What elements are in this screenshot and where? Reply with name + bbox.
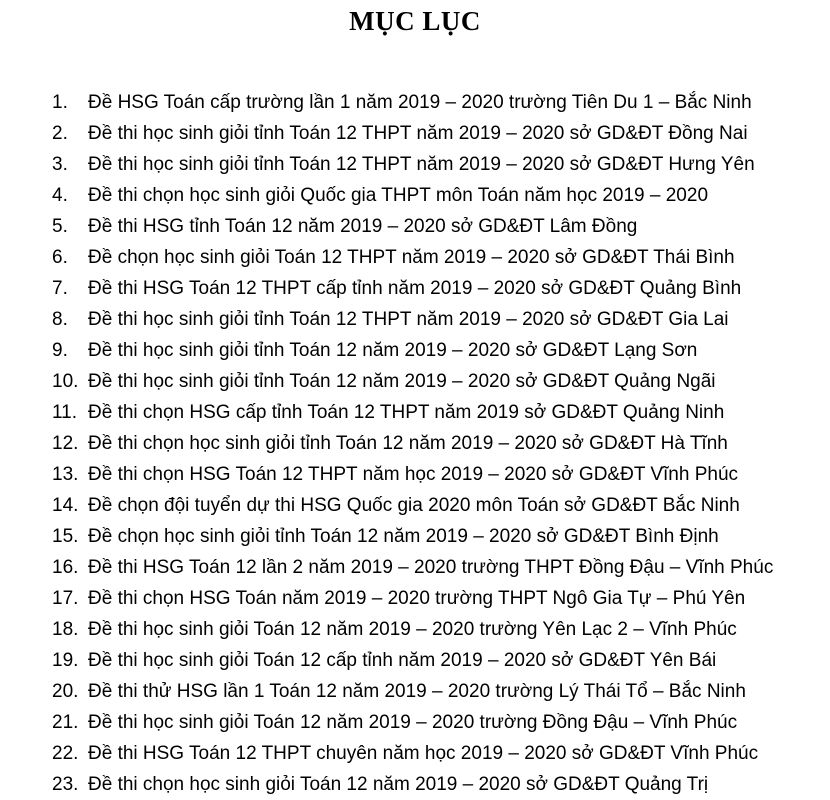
toc-item[interactable]: [0, 552, 830, 583]
toc-item[interactable]: [0, 273, 830, 304]
toc-item-text: Đề thi chọn học sinh giỏi Toán 12 năm 2019 – 2020 sở GD&ĐT Quảng Trị: [88, 774, 709, 795]
toc-item[interactable]: [0, 149, 830, 180]
toc-item-number: 14.: [52, 495, 79, 516]
toc-item-text: Đề thi học sinh giỏi Toán 12 cấp tỉnh năm 2019 – 2020 sở GD&ĐT Yên Bái: [88, 650, 717, 671]
toc-item[interactable]: [0, 707, 830, 738]
toc-item-number: 1.: [52, 92, 68, 113]
toc-item[interactable]: [0, 304, 830, 335]
toc-item-number: 18.: [52, 619, 79, 640]
toc-item-number: 12.: [52, 433, 79, 454]
toc-item-number: 13.: [52, 464, 79, 485]
toc-item[interactable]: [0, 645, 830, 676]
toc-item[interactable]: [0, 397, 830, 428]
toc-item-text: Đề thi chọn HSG Toán năm 2019 – 2020 trường THPT Ngô Gia Tự – Phú Yên: [88, 588, 746, 609]
toc-item[interactable]: [0, 459, 830, 490]
toc-item-number: 7.: [52, 278, 68, 299]
toc-item-text: Đề thi HSG Toán 12 THPT chuyên năm học 2019 – 2020 sở GD&ĐT Vĩnh Phúc: [88, 743, 759, 764]
toc-item[interactable]: [0, 428, 830, 459]
table-of-contents: [0, 87, 830, 800]
toc-item-number: 20.: [52, 681, 79, 702]
toc-item[interactable]: [0, 335, 830, 366]
toc-item-number: 15.: [52, 526, 79, 547]
toc-item[interactable]: [0, 738, 830, 769]
toc-item-text: Đề thi HSG Toán 12 lần 2 năm 2019 – 2020 trường THPT Đồng Đậu – Vĩnh Phúc: [88, 557, 774, 578]
toc-item[interactable]: [0, 521, 830, 552]
toc-item-text: Đề thi HSG tỉnh Toán 12 năm 2019 – 2020 sở GD&ĐT Lâm Đồng: [88, 216, 638, 237]
toc-item-number: 17.: [52, 588, 79, 609]
toc-item-text: Đề HSG Toán cấp trường lần 1 năm 2019 – 2020 trường Tiên Du 1 – Bắc Ninh: [88, 92, 752, 113]
toc-item-number: 11.: [52, 402, 78, 423]
toc-item-number: 6.: [52, 247, 68, 268]
toc-item[interactable]: [0, 676, 830, 707]
toc-item-number: 8.: [52, 309, 68, 330]
toc-item-text: Đề thi chọn HSG cấp tỉnh Toán 12 THPT năm 2019 sở GD&ĐT Quảng Ninh: [88, 402, 725, 423]
toc-item[interactable]: [0, 180, 830, 211]
toc-item-text: Đề thi học sinh giỏi Toán 12 năm 2019 – 2020 trường Yên Lạc 2 – Vĩnh Phúc: [88, 619, 737, 640]
toc-item-text: Đề thi học sinh giỏi tỉnh Toán 12 năm 2019 – 2020 sở GD&ĐT Lạng Sơn: [88, 340, 698, 361]
toc-item-text: Đề thi thử HSG lần 1 Toán 12 năm 2019 – 2020 trường Lý Thái Tổ – Bắc Ninh: [88, 681, 746, 702]
toc-item-number: 5.: [52, 216, 68, 237]
toc-item-text: Đề thi học sinh giỏi tỉnh Toán 12 THPT năm 2019 – 2020 sở GD&ĐT Đồng Nai: [88, 123, 748, 144]
toc-item-text: Đề thi chọn học sinh giỏi Quốc gia THPT môn Toán năm học 2019 – 2020: [88, 185, 709, 206]
toc-item-text: Đề chọn học sinh giỏi tỉnh Toán 12 năm 2019 – 2020 sở GD&ĐT Bình Định: [88, 526, 719, 547]
toc-item[interactable]: [0, 242, 830, 273]
toc-item-number: 2.: [52, 123, 68, 144]
toc-item-text: Đề thi học sinh giỏi tỉnh Toán 12 năm 2019 – 2020 sở GD&ĐT Quảng Ngãi: [88, 371, 716, 392]
toc-item-number: 19.: [52, 650, 79, 671]
toc-item-text: Đề thi học sinh giỏi tỉnh Toán 12 THPT năm 2019 – 2020 sở GD&ĐT Gia Lai: [88, 309, 729, 330]
toc-item[interactable]: [0, 769, 830, 800]
toc-item[interactable]: [0, 490, 830, 521]
toc-item[interactable]: [0, 87, 830, 118]
toc-item-text: Đề thi chọn học sinh giỏi tỉnh Toán 12 năm 2019 – 2020 sở GD&ĐT Hà Tĩnh: [88, 433, 728, 454]
toc-item-text: Đề chọn học sinh giỏi Toán 12 THPT năm 2019 – 2020 sở GD&ĐT Thái Bình: [88, 247, 735, 268]
toc-item-number: 22.: [52, 743, 79, 764]
toc-item-text: Đề thi HSG Toán 12 THPT cấp tỉnh năm 2019 – 2020 sở GD&ĐT Quảng Bình: [88, 278, 742, 299]
toc-item[interactable]: [0, 614, 830, 645]
toc-item[interactable]: [0, 366, 830, 397]
toc-item-text: Đề thi chọn HSG Toán 12 THPT năm học 2019 – 2020 sở GD&ĐT Vĩnh Phúc: [88, 464, 739, 485]
toc-item-number: 23.: [52, 774, 79, 795]
toc-item[interactable]: [0, 583, 830, 614]
toc-item-number: 16.: [52, 557, 79, 578]
toc-item-text: Đề thi học sinh giỏi tỉnh Toán 12 THPT năm 2019 – 2020 sở GD&ĐT Hưng Yên: [88, 154, 755, 175]
toc-item-text: Đề chọn đội tuyển dự thi HSG Quốc gia 2020 môn Toán sở GD&ĐT Bắc Ninh: [88, 495, 740, 516]
toc-item-text: Đề thi học sinh giỏi Toán 12 năm 2019 – 2020 trường Đồng Đậu – Vĩnh Phúc: [88, 712, 738, 733]
toc-item-number: 21.: [52, 712, 79, 733]
page-title: MỤC LỤC: [349, 6, 481, 36]
toc-item-number: 3.: [52, 154, 68, 175]
toc-item-number: 10.: [52, 371, 79, 392]
toc-item-number: 4.: [52, 185, 68, 206]
toc-item[interactable]: [0, 118, 830, 149]
toc-item[interactable]: [0, 211, 830, 242]
toc-item-number: 9.: [52, 340, 68, 361]
